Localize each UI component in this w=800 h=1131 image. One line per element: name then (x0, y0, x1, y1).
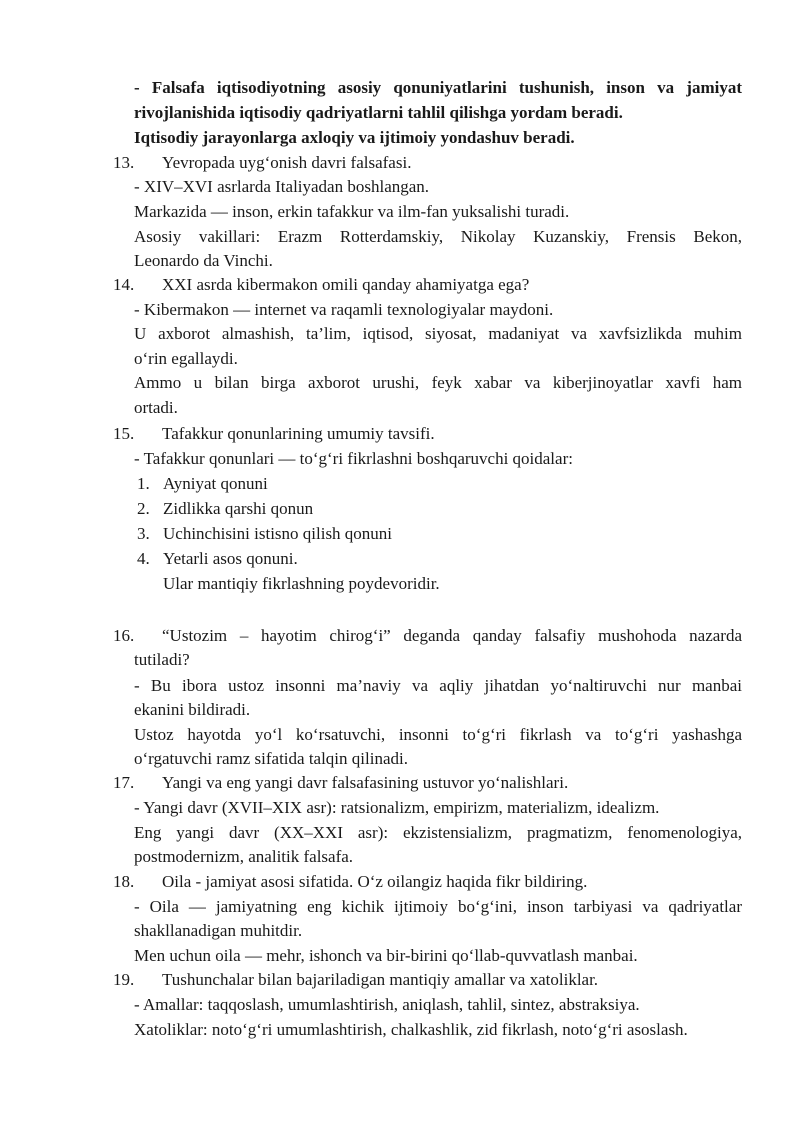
answer-13-line-3: Asosiy vakillari: Erazm Rotterdamskiy, Nikolay Kuzanskiy, Frensis Bekon, (134, 227, 742, 246)
answer-14-line-2: U axborot almashish, ta’lim, iqtisod, siyosat, madaniyat va xavfsizlikda muhim (134, 324, 742, 343)
question-15-title: Tafakkur qonunlarining umumiy tavsifi. (162, 424, 435, 443)
answer-16-line-3: Ustoz hayotda yo‘l ko‘rsatuvchi, insonni to‘g‘ri fikrlash va to‘g‘ri yashashga (134, 725, 742, 744)
question-19-number: 19. (113, 970, 135, 989)
answer-16-line-2: ekanini bildiradi. (134, 700, 251, 719)
list-item-number: 1. (137, 474, 150, 493)
answer-17-line-3: postmodernizm, analitik falsafa. (134, 847, 354, 866)
list-item: Uchinchisini istisno qilish qonuni (163, 524, 393, 543)
answer-17-line-1: - Yangi davr (XVII–XIX asr): ratsionalizm, empirizm, materializm, idealizm. (134, 798, 660, 817)
answer-14-line-5: ortadi. (134, 398, 178, 417)
question-17-number: 17. (113, 773, 135, 792)
answer-13-line-4: Leonardo da Vinchi. (134, 251, 273, 270)
question-17-title: Yangi va eng yangi davr falsafasining ustuvor yo‘nalishlari. (162, 773, 569, 792)
list-item-number: 2. (137, 499, 150, 518)
answer-13-line-2: Markazida — inson, erkin tafakkur va ilm-fan yuksalishi turadi. (134, 202, 570, 221)
answer-14-line-3: o‘rin egallaydi. (134, 349, 238, 368)
answer-14-line-4: Ammo u bilan birga axborot urushi, feyk xabar va kiberjinoyatlar xavfi ham (134, 373, 742, 392)
answer-14-line-1: - Kibermakon — internet va raqamli texnologiyalar maydoni. (134, 300, 554, 319)
list-item-number: 4. (137, 549, 150, 568)
list-item: Zidlikka qarshi qonun (163, 499, 314, 518)
question-16-title-cont: tutiladi? (134, 650, 190, 669)
intro-line-2: rivojlanishida iqtisodiy qadriyatlarni tahlil qilishga yordam beradi. (134, 103, 623, 122)
question-18-number: 18. (113, 872, 135, 891)
answer-16-line-1: - Bu ibora ustoz insonni ma’naviy va aqliy jihatdan yo‘naltiruvchi nur manbai (134, 676, 742, 695)
answer-15-line-1: - Tafakkur qonunlari — to‘g‘ri fikrlashni boshqaruvchi qoidalar: (134, 449, 573, 468)
answer-15-line-2: Ular mantiqiy fikrlashning poydevoridir. (163, 574, 440, 593)
question-18-title: Oila - jamiyat asosi sifatida. O‘z oilangiz haqida fikr bildiring. (162, 872, 588, 891)
question-15-number: 15. (113, 424, 135, 443)
answer-19-line-1: - Amallar: taqqoslash, umumlashtirish, aniqlash, tahlil, sintez, abstraksiya. (134, 995, 640, 1014)
question-19-title: Tushunchalar bilan bajariladigan mantiqiy amallar va xatoliklar. (162, 970, 599, 989)
answer-13-line-1: - XIV–XVI asrlarda Italiyadan boshlangan. (134, 177, 430, 196)
question-16-title: “Ustozim – hayotim chirog‘i” deganda qanday falsafiy mushohoda nazarda (162, 626, 742, 645)
answer-18-line-2: shakllanadigan muhitdir. (134, 921, 303, 940)
intro-line-1: - Falsafa iqtisodiyotning asosiy qonuniyatlarini tushunish, inson va jamiyat (134, 78, 742, 97)
list-item-number: 3. (137, 524, 150, 543)
list-item: Ayniyat qonuni (163, 474, 268, 493)
answer-19-line-2: Xatoliklar: noto‘g‘ri umumlashtirish, chalkashlik, zid fikrlash, noto‘g‘ri asoslash. (134, 1020, 688, 1039)
answer-18-line-1: - Oila — jamiyatning eng kichik ijtimoiy bo‘g‘ini, inson tarbiyasi va qadriyatlar (134, 897, 742, 916)
question-14-number: 14. (113, 275, 135, 294)
question-13-title: Yevropada uyg‘onish davri falsafasi. (162, 153, 412, 172)
answer-18-line-3: Men uchun oila — mehr, ishonch va bir-birini qo‘llab-quvvatlash manbai. (134, 946, 638, 965)
answer-16-line-4: o‘rgatuvchi ramz sifatida talqin qilinadi. (134, 749, 408, 768)
question-16-number: 16. (113, 626, 135, 645)
list-item: Yetarli asos qonuni. (163, 549, 298, 568)
question-13-number: 13. (113, 153, 135, 172)
intro-line-3: Iqtisodiy jarayonlarga axloqiy va ijtimoiy yondashuv beradi. (134, 128, 575, 147)
question-14-title: XXI asrda kibermakon omili qanday ahamiyatga ega? (162, 275, 530, 294)
answer-17-line-2: Eng yangi davr (XX–XXI asr): ekzistensializm, pragmatizm, fenomenologiya, (134, 823, 742, 842)
